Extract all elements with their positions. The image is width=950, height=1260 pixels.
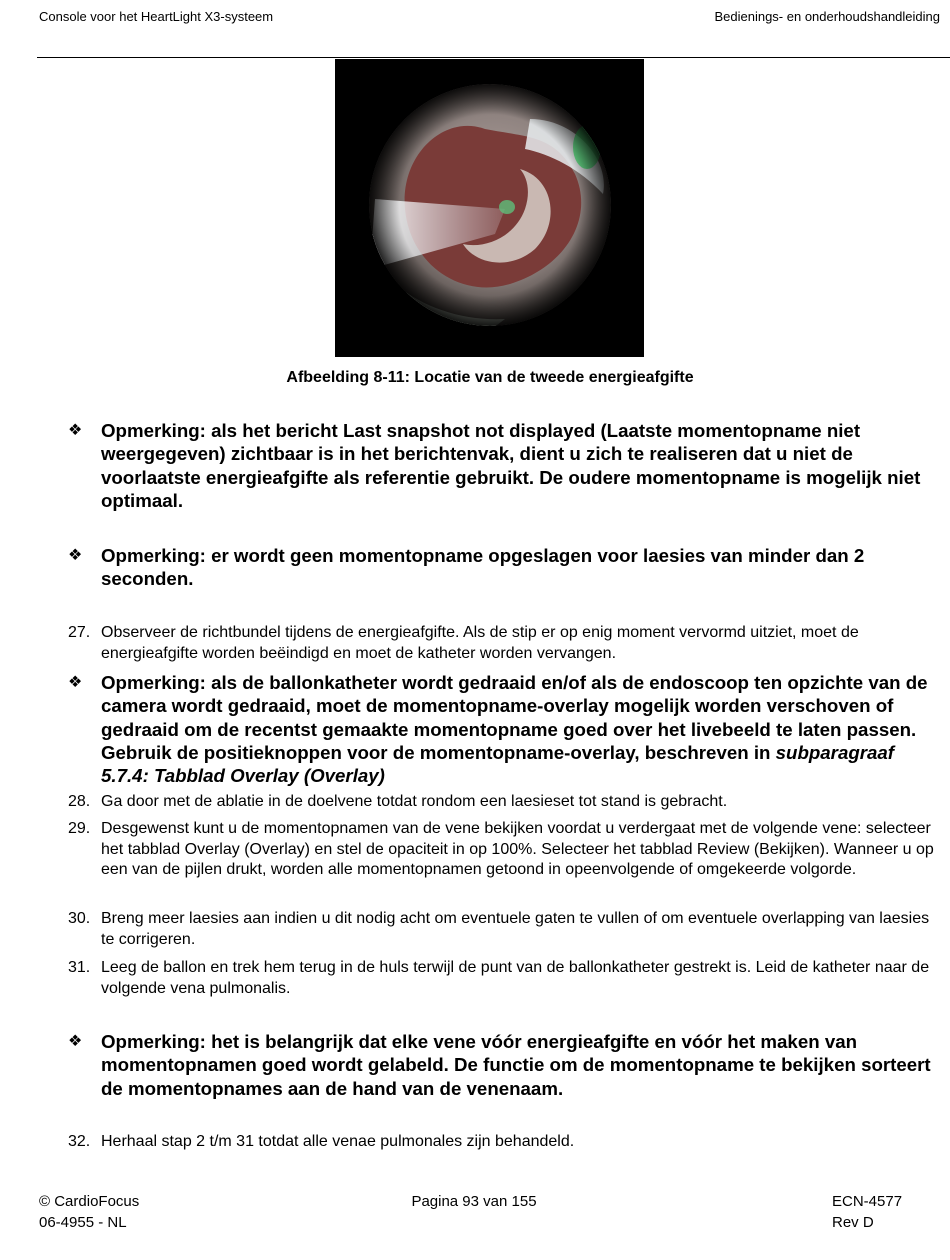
note-overlay-rotation bbox=[68, 671, 946, 787]
step-text: Leeg de ballon en trek hem terug in de huls terwijl de punt van de ballonkatheter gestrekt is. Leid de katheter naar de volgende vena pulmonalis. bbox=[101, 959, 930, 997]
step-number: 31. bbox=[68, 959, 91, 976]
step-text: Ga door met de ablatie in de doelvene totdat rondom een laesieset tot stand is gebracht. bbox=[101, 793, 728, 810]
step-29 bbox=[68, 819, 946, 881]
bullet-icon: ❖ bbox=[68, 547, 83, 564]
step-number: 32. bbox=[68, 1133, 91, 1150]
note-last-snapshot bbox=[68, 419, 946, 512]
note-vein-labeling bbox=[68, 1030, 946, 1100]
note-minimum-duration bbox=[68, 544, 946, 591]
footer-page-number: Pagina 93 van 155 bbox=[411, 1193, 537, 1210]
step-number: 28. bbox=[68, 793, 91, 810]
endoscope-image bbox=[335, 59, 644, 357]
step-text: Observeer de richtbundel tijdens de energieafgifte. Als de stip er op enig moment vervormd uitziet, moet de energieafgifte worden beëindigd en moet de katheter worden vervangen. bbox=[101, 624, 859, 662]
step-27 bbox=[68, 623, 946, 664]
bullet-icon: ❖ bbox=[68, 1033, 83, 1050]
footer-doc-number: 06-4955 - NL bbox=[39, 1214, 127, 1231]
step-text: Breng meer laesies aan indien u dit nodig acht om eventuele gaten te vullen of om eventuele overlapping van laesies te corrigeren. bbox=[101, 910, 930, 948]
section-reference: subparagraaf 5.7.4: Tabblad Overlay (Overlay) bbox=[101, 741, 895, 787]
bullet-icon: ❖ bbox=[68, 674, 83, 691]
step-number: 27. bbox=[68, 624, 91, 641]
footer-right bbox=[832, 1191, 902, 1233]
footer-revision: Rev D bbox=[832, 1214, 874, 1231]
step-31 bbox=[68, 958, 946, 999]
bullet-icon: ❖ bbox=[68, 422, 83, 439]
note-text: Opmerking: als het bericht Last snapshot not displayed (Laatste momentopname niet weergegeven) zichtbaar is in het berichtenvak, dient u zich te realiseren dat u niet de voorlaatste energieafgifte als referentie gebruikt. De oudere momentopname is mogelijk niet optimaal. bbox=[101, 420, 921, 511]
footer-ecn: ECN-4577 bbox=[832, 1193, 903, 1210]
note-text: Opmerking: het is belangrijk dat elke vene vóór energieafgifte en vóór het maken van momentopnamen goed wordt gelabeld. De functie om de momentopname te bekijken sorteert de momentopnames aan de hand van de venenaam. bbox=[101, 1031, 931, 1099]
step-number: 29. bbox=[68, 820, 91, 837]
step-30 bbox=[68, 909, 946, 950]
header-rule bbox=[37, 57, 950, 58]
running-header-title: Console voor het HeartLight X3-systeem bbox=[39, 9, 274, 24]
figure-caption: Afbeelding 8-11: Locatie van de tweede energieafgifte bbox=[286, 369, 694, 386]
step-text: Herhaal stap 2 t/m 31 totdat alle venae pulmonales zijn behandeld. bbox=[101, 1133, 575, 1150]
note-text: Opmerking: als de ballonkatheter wordt gedraaid en/of als de endoscoop ten opzichte van de camera wordt gedraaid, moet de momentopname-overlay mogelijk worden verschoven of gedraaid om de recentst gemaakte momentopname goed over het livebeeld te laten passen. Gebruik de positieknoppen voor de momentopname-overlay, beschreven in bbox=[101, 672, 928, 763]
step-text: Desgewenst kunt u de momentopnamen van de vene bekijken voordat u verdergaat met de volgende vene: selecteer het tabblad Overlay (Overlay) en stel de opaciteit in op 100%. Selecteer het tabblad Review (Bekijken). Wanneer u op een van de pijlen drukt, worden alle momentopnamen getoond in opeenvolgende of omgekeerde volgorde. bbox=[101, 820, 934, 879]
running-header-manual: Bedienings- en onderhoudshandleiding bbox=[714, 9, 940, 24]
footer-copyright: © CardioFocus bbox=[39, 1193, 140, 1210]
step-number: 30. bbox=[68, 910, 91, 927]
step-28 bbox=[68, 792, 946, 813]
step-32 bbox=[68, 1132, 946, 1153]
note-text: Opmerking: er wordt geen momentopname opgeslagen voor laesies van minder dan 2 seconden. bbox=[101, 545, 865, 590]
